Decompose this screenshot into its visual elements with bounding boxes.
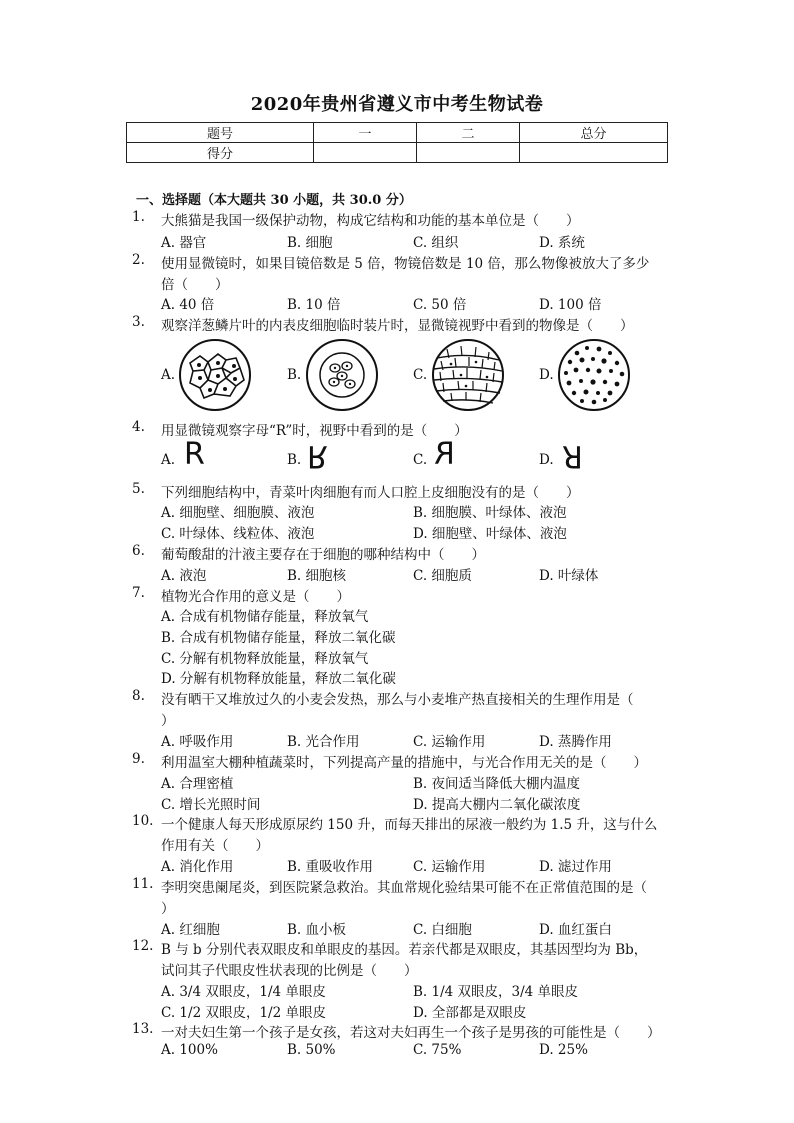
score-header-cell: 总分 [520,123,668,143]
score-header-cell: 一 [314,123,417,143]
r-glyph-mirrored: R [434,437,455,472]
question-stem: 使用显微镜时，如果目镜倍数是 5 倍，物镜倍数是 10 倍，那么物像被放大了多少 [161,256,650,272]
option-d[interactable]: D. [539,367,554,383]
r-glyph-normal: R [184,437,205,472]
option-d[interactable]: D. 全部都是双眼皮 [413,1005,527,1021]
question-stem-cont: 倍（ ） [161,277,229,293]
score-input-cell[interactable] [520,143,668,163]
option-c[interactable]: C. 白细胞 [413,922,472,938]
option-c[interactable]: C. 运输作用 [413,734,486,750]
option-d[interactable]: D. 提高大棚内二氧化碳浓度 [413,797,581,813]
option-c[interactable]: C. 叶绿体、线粒体、液泡 [161,526,315,542]
question-stem-cont: 作用有关（ ） [161,838,269,854]
score-header-cell: 题号 [127,123,314,143]
option-a[interactable]: A. 3/4 双眼皮，1/4 单眼皮 [161,984,326,1000]
option-d[interactable]: D. [539,452,554,468]
option-a[interactable]: A. 40 倍 [161,297,215,313]
question-stem: 李明突患阑尾炎，到医院紧急救治。其血常规化验结果可能不在正常值范围的是（ [161,880,647,896]
question-number: 1. [132,209,145,225]
option-b[interactable]: B. 细胞 [287,235,333,251]
option-b[interactable]: B. 1/4 双眼皮，3/4 单眼皮 [413,984,579,1000]
question-stem-cont: ） [161,901,175,917]
question-stem: 植物光合作用的意义是（ ） [161,589,350,605]
question-number: 12. [132,938,154,954]
question-number: 8. [132,688,145,704]
option-a[interactable]: A. 红细胞 [161,922,220,938]
question-number: 13. [132,1021,154,1037]
option-c[interactable]: C. [413,452,428,468]
question-number: 7. [132,585,145,601]
question-stem: 一对夫妇生第一个孩子是女孩，若这对夫妇再生一个孩子是男孩的可能性是（ ） [161,1025,661,1041]
option-c[interactable]: C. 细胞质 [413,568,472,584]
page-title: 2020年贵州省遵义市中考生物试卷 [250,94,544,115]
question-stem: 一个健康人每天形成原尿约 150 升，而每天排出的尿液一般约为 1.5 升，这与什么 [161,817,658,833]
cell-image-irregular [178,338,252,412]
option-c[interactable]: C. 运输作用 [413,859,486,875]
option-a[interactable]: A. 消化作用 [161,859,234,875]
score-input-cell[interactable] [417,143,520,163]
question-stem-cont: 试问其子代眼皮性状表现的比例是（ ） [161,963,418,979]
option-b[interactable]: B. 合成有机物储存能量，释放二氧化碳 [161,630,396,646]
option-d[interactable]: D. 25% [539,1042,588,1058]
option-d[interactable]: D. 细胞壁、叶绿体、液泡 [413,526,567,542]
question-number: 4. [132,419,145,435]
option-c[interactable]: C. 组织 [413,235,459,251]
question-number: 10. [132,813,154,829]
section-heading: 一、选择题（本大题共 30 小题，共 30.0 分） [136,193,412,208]
option-d[interactable]: D. 蒸腾作用 [539,734,612,750]
option-a[interactable]: A. 呼吸作用 [161,734,234,750]
question-number: 5. [132,481,145,497]
option-b[interactable]: B. [287,367,302,383]
r-glyph-flipped-vertical: R [307,438,328,473]
option-c[interactable]: C. 75% [413,1042,462,1058]
option-c[interactable]: C. 1/2 双眼皮，1/2 单眼皮 [161,1005,326,1021]
option-b[interactable]: B. 10 倍 [287,297,341,313]
option-a[interactable]: A. 液泡 [161,568,207,584]
question-number: 11. [132,876,154,892]
option-d[interactable]: D. 血红蛋白 [539,922,612,938]
option-a[interactable]: A. [161,367,176,383]
option-b[interactable]: B. 细胞膜、叶绿体、液泡 [413,505,567,521]
question-stem: B 与 b 分别代表双眼皮和单眼皮的基因。若亲代都是双眼皮，其基因型均为 Bb， [161,942,648,958]
option-a[interactable]: A. 合理密植 [161,776,234,792]
question-number: 2. [132,252,145,268]
question-number: 3. [132,314,145,330]
question-stem: 大熊猫是我国一级保护动物，构成它结构和功能的基本单位是（ ） [161,213,580,229]
question-stem: 利用温室大棚种植蔬菜时，下列提高产量的措施中，与光合作用无关的是（ ） [161,755,647,771]
option-b[interactable]: B. 细胞核 [287,568,347,584]
option-c[interactable]: C. [413,367,428,383]
cell-image-round [305,338,379,412]
option-b[interactable]: B. 血小板 [287,922,347,938]
score-input-cell[interactable] [314,143,417,163]
question-number: 6. [132,543,145,559]
option-b[interactable]: B. 光合作用 [287,734,360,750]
cell-image-dotted [557,338,631,412]
question-stem-cont: ） [161,713,175,729]
option-c[interactable]: C. 50 倍 [413,297,467,313]
option-d[interactable]: D. 100 倍 [539,297,602,313]
option-a[interactable]: A. 细胞壁、细胞膜、液泡 [161,505,315,521]
option-d[interactable]: D. 分解有机物释放能量，释放二氧化碳 [161,671,396,687]
option-d[interactable]: D. 滤过作用 [539,859,612,875]
question-number: 9. [132,751,145,767]
option-d[interactable]: D. 叶绿体 [539,568,599,584]
option-a[interactable]: A. 器官 [161,235,207,251]
option-c[interactable]: C. 分解有机物释放能量，释放氧气 [161,651,369,667]
option-b[interactable]: B. 夜间适当降低大棚内温度 [413,776,581,792]
question-stem: 观察洋葱鳞片叶的内表皮细胞临时装片时，显微镜视野中看到的物像是（ ） [161,318,634,334]
r-glyph-rotated: R [562,438,583,473]
option-d[interactable]: D. 系统 [539,235,585,251]
question-stem: 下列细胞结构中，青菜叶肉细胞有而人口腔上皮细胞没有的是（ ） [161,485,580,501]
question-stem: 用显微镜观察字母“R”时，视野中看到的是（ ） [161,423,468,439]
score-row-label: 得分 [127,143,314,163]
question-stem: 没有晒干又堆放过久的小麦会发热，那么与小麦堆产热直接相关的生理作用是（ [161,692,634,708]
cell-image-onion-epidermis [431,338,505,412]
option-b[interactable]: B. [287,452,302,468]
option-b[interactable]: B. 50% [287,1042,336,1058]
option-a[interactable]: A. [161,452,176,468]
score-header-cell: 二 [417,123,520,143]
score-table [126,122,668,163]
option-a[interactable]: A. 100% [161,1042,218,1058]
option-b[interactable]: B. 重吸收作用 [287,859,374,875]
option-c[interactable]: C. 增长光照时间 [161,797,261,813]
question-stem: 葡萄酸甜的汁液主要存在于细胞的哪种结构中（ ） [161,547,485,563]
option-a[interactable]: A. 合成有机物储存能量，释放氧气 [161,609,369,625]
